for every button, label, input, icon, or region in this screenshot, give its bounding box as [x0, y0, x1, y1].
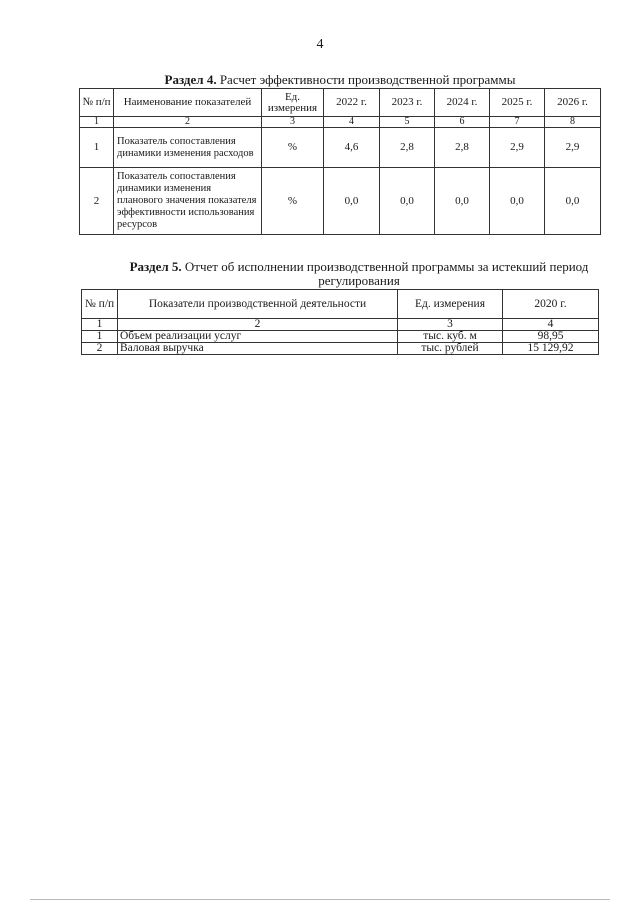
header-cell: № п/п [82, 290, 118, 319]
value-cell: 2,8 [435, 128, 490, 168]
table-row [80, 128, 601, 168]
row-number: 2 [82, 343, 118, 355]
page-bottom-edge [30, 899, 610, 900]
section4-column-numbers-row [80, 117, 601, 128]
row-number: 2 [80, 168, 114, 235]
column-number: 2 [114, 117, 262, 128]
column-number: 1 [80, 117, 114, 128]
section4-title [80, 73, 600, 87]
header-cell: 2023 г. [380, 89, 435, 117]
section5-column-numbers-row [82, 319, 599, 331]
value-cell: 2,8 [380, 128, 435, 168]
section5-table [81, 289, 599, 355]
column-number: 3 [398, 319, 503, 331]
value-cell: 98,95 [503, 331, 599, 343]
table-row [80, 168, 601, 235]
value-cell: 4,6 [324, 128, 380, 168]
column-number: 3 [262, 117, 324, 128]
page-number: 4 [316, 37, 324, 52]
section5-title-rest: Отчет об исполнении производственной программы за истекший период регулирования [181, 259, 589, 288]
indicator-name: Валовая выручка [118, 343, 398, 355]
indicator-name: Объем реализации услуг [118, 331, 398, 343]
column-number: 8 [545, 117, 601, 128]
header-cell: 2025 г. [490, 89, 545, 117]
header-cell: 2020 г. [503, 290, 599, 319]
header-cell: 2022 г. [324, 89, 380, 117]
column-number: 4 [324, 117, 380, 128]
row-number: 1 [82, 331, 118, 343]
indicator-name: Показатель сопоставления динамики изменения планового значения показателя эффективности использования ресурсов [114, 168, 262, 235]
column-number: 7 [490, 117, 545, 128]
value-cell: 2,9 [490, 128, 545, 168]
header-cell: Наименование показателей [114, 89, 262, 117]
header-cell: Показатели производственной деятельности [118, 290, 398, 319]
value-cell: 15 129,92 [503, 343, 599, 355]
section4-title-rest: Расчет эффективности производственной программы [216, 72, 516, 87]
column-number: 6 [435, 117, 490, 128]
section5-title [118, 260, 600, 288]
header-cell: 2024 г. [435, 89, 490, 117]
section4-table [79, 88, 601, 235]
unit-cell: тыс. куб. м [398, 331, 503, 343]
header-cell: Ед. измерения [262, 89, 324, 117]
value-cell: 0,0 [435, 168, 490, 235]
unit-cell: тыс. рублей [398, 343, 503, 355]
unit-cell: % [262, 128, 324, 168]
value-cell: 2,9 [545, 128, 601, 168]
section5-title-bold: Раздел 5. [129, 259, 182, 274]
value-cell: 0,0 [490, 168, 545, 235]
column-number: 2 [118, 319, 398, 331]
column-number: 5 [380, 117, 435, 128]
value-cell: 0,0 [324, 168, 380, 235]
header-cell: 2026 г. [545, 89, 601, 117]
section5-header-row [82, 290, 599, 319]
table-row [82, 343, 599, 355]
column-number: 1 [82, 319, 118, 331]
header-cell: № п/п [80, 89, 114, 117]
column-number: 4 [503, 319, 599, 331]
indicator-name: Показатель сопоставления динамики изменения расходов [114, 128, 262, 168]
unit-cell: % [262, 168, 324, 235]
section4-title-bold: Раздел 4. [164, 72, 217, 87]
value-cell: 0,0 [545, 168, 601, 235]
header-cell: Ед. измерения [398, 290, 503, 319]
section4-header-row [80, 89, 601, 117]
value-cell: 0,0 [380, 168, 435, 235]
table-row [82, 331, 599, 343]
row-number: 1 [80, 128, 114, 168]
